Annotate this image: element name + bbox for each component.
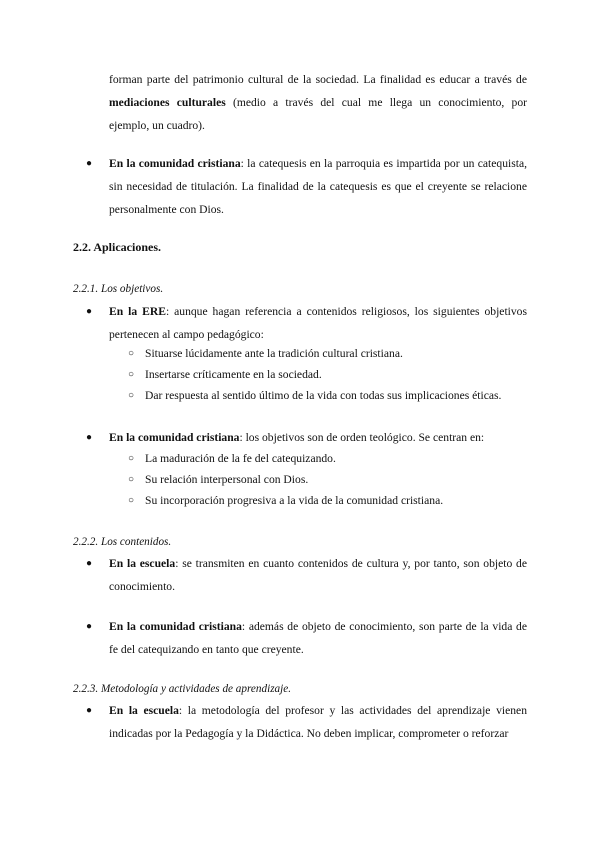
bullet-bold-label: En la escuela <box>109 704 179 717</box>
bullet-ere-objetivos <box>109 300 527 346</box>
list-item: Dar respuesta al sentido último de la vida con todas sus implicaciones éticas. <box>145 389 502 402</box>
bullet-bold-label: En la ERE <box>109 305 166 318</box>
list-item: Situarse lúcidamente ante la tradición cultural cristiana. <box>145 347 403 360</box>
bullet-text: : la catequesis en la parroquia es impartida por un catequista, sin necesidad de titulación. La finalidad de la catequesis es que el creyente se relacione personalmente con Dios. <box>109 157 527 216</box>
intro-bold-term: mediaciones culturales <box>109 96 226 109</box>
bullet-marker: ● <box>86 306 93 317</box>
circle-marker: ○ <box>128 390 135 401</box>
intro-line-1: forman parte del patrimonio cultural de la sociedad. La finalidad es educar a través de <box>109 73 527 86</box>
bullet-escuela-metodologia <box>109 699 527 745</box>
bullet-text: : se transmiten en cuanto contenidos de cultura y, por tanto, son objeto de conocimiento. <box>109 557 527 593</box>
list-item: Su relación interpersonal con Dios. <box>145 473 309 486</box>
bullet-marker: ● <box>86 621 93 632</box>
bullet-comunidad-objetivos <box>109 426 527 449</box>
subsection-title-objetivos: 2.2.1. Los objetivos. <box>73 283 164 295</box>
circle-marker: ○ <box>128 474 135 485</box>
bullet-bold-label: En la comunidad cristiana <box>109 431 240 444</box>
bullet-marker: ● <box>86 432 93 443</box>
list-item: Insertarse críticamente en la sociedad. <box>145 368 322 381</box>
circle-marker: ○ <box>128 348 135 359</box>
circle-marker: ○ <box>128 495 135 506</box>
circle-marker: ○ <box>128 369 135 380</box>
bullet-text: : la metodología del profesor y las actividades del aprendizaje vienen indicadas por la Pedagogía y la Didáctica. No deben implicar, comprometer o reforzar <box>109 704 527 740</box>
bullet-bold-label: En la escuela <box>109 557 176 570</box>
intro-paragraph <box>109 68 527 137</box>
bullet-comunidad-catequesis <box>109 152 527 221</box>
bullet-bold-label: En la comunidad cristiana <box>109 157 241 170</box>
subsection-title-contenidos: 2.2.2. Los contenidos. <box>73 536 172 548</box>
bullet-text: : además de objeto de conocimiento, son parte de la vida de fe del catequizando en tanto que creyente. <box>109 620 528 656</box>
bullet-marker: ● <box>86 158 93 169</box>
intro-line-3: ejemplo, un cuadro). <box>109 119 205 132</box>
intro-line-2-rest: (medio a través del cual me llega un conocimiento, por <box>225 96 527 109</box>
bullet-comunidad-contenidos <box>109 615 527 661</box>
list-item: Su incorporación progresiva a la vida de la comunidad cristiana. <box>145 494 444 507</box>
bullet-marker: ● <box>86 558 93 569</box>
bullet-text: : aunque hagan referencia a contenidos religiosos, los siguientes objetivos pertenecen al campo pedagógico: <box>109 305 527 341</box>
bullet-escuela-contenidos <box>109 552 527 598</box>
bullet-text: : los objetivos son de orden teológico. Se centran en: <box>239 431 485 444</box>
section-heading: 2.2. Aplicaciones. <box>73 240 162 254</box>
subsection-title-metodologia: 2.2.3. Metodología y actividades de aprendizaje. <box>73 683 292 695</box>
bullet-marker: ● <box>86 705 93 716</box>
intro-line-2 <box>109 91 527 114</box>
circle-marker: ○ <box>128 453 135 464</box>
list-item: La maduración de la fe del catequizando. <box>145 452 336 465</box>
bullet-bold-label: En la comunidad cristiana <box>109 620 242 633</box>
